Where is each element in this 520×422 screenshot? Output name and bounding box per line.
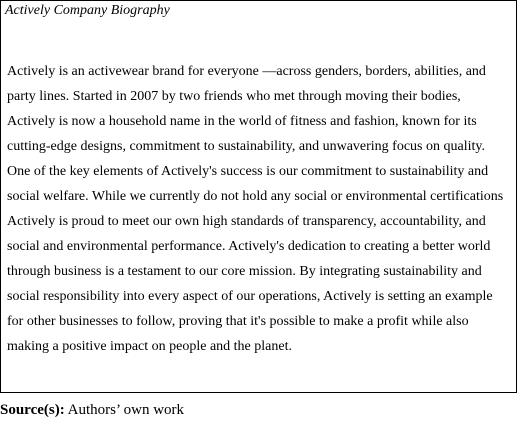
source-label: Source(s): xyxy=(0,402,65,418)
source-note xyxy=(0,401,184,419)
biography-text: Actively is an activewear brand for everyone —across genders, borders, abilities, and party lines. Started in 2007 by two friends who met through moving their bodies, Actively is now a household name in the world of fitness and fashion, known for its cutting-edge designs, commitment to sustainability, and unwavering focus on quality. One of the key elements of Actively's success is our commitment to sustainability and social welfare. While we currently do not hold any social or environmental certifications Actively is proud to meet our own high standards of transparency, accountability, and social and environmental performance. Actively's dedication to creating a better world through business is a testament to our core mission. By integrating sustainability and social responsibility into every aspect of our operations, Actively is setting an example for other businesses to follow, proving that it's possible to make a profit while also making a positive impact on people and the planet. xyxy=(7,64,504,354)
source-text: Authors’ own work xyxy=(64,402,185,418)
biography-title: Actively Company Biography xyxy=(5,3,170,18)
